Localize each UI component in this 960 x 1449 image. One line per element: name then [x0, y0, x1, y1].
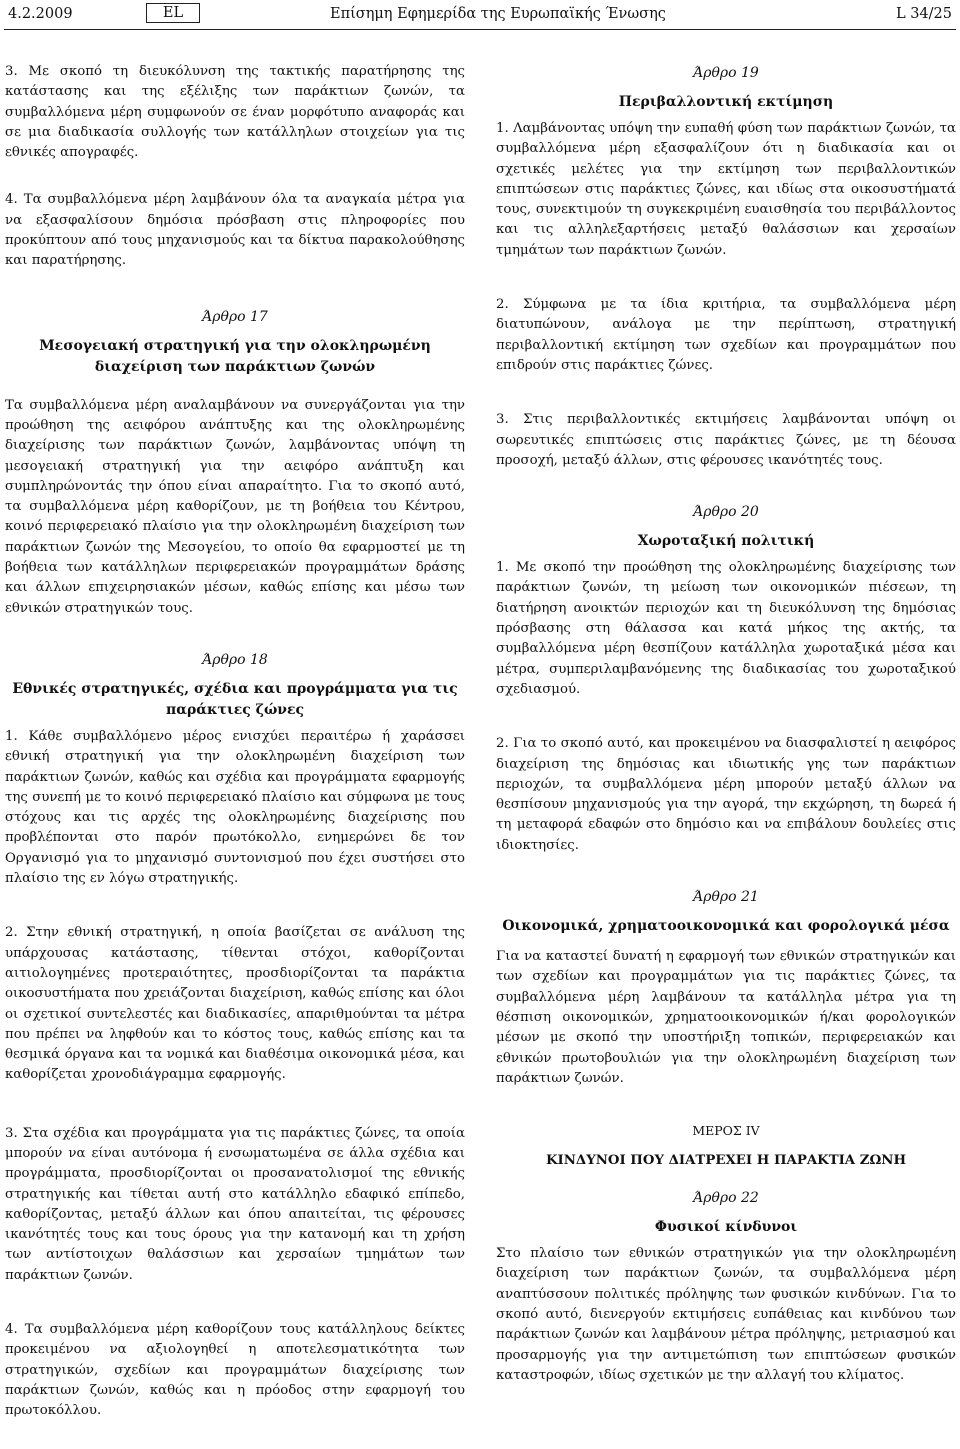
- article-20-paragraph-1: 1. Με σκοπό την προώθηση της ολοκληρωμένης διαχείρισης των παράκτιων ζωνών, τη μείωση των οικονομικών πιέσεων, τη διατήρηση ανοικτών περιοχών και τη διευκόλυνση της δημόσιας πρόσβασης στη θάλασσα και κατά μήκος της ακτής, τα συμβαλλόμενα μέρη θεσπίζουν κατάλληλα χωροταξικά μέσα και μέτρα, συμπεριλαμβανόμενης της διαδικασίας του χωροταξικού σχεδιασμού.: [496, 560, 956, 697]
- article-18-label: Άρθρο 18: [202, 651, 268, 668]
- header-date: 4.2.2009: [8, 6, 73, 22]
- journal-title: Επίσημη Εφημερίδα της Ευρωπαϊκής Ένωσης: [330, 6, 666, 22]
- article-18-paragraph-2: 2. Στην εθνική στρατηγική, η οποία βασίζεται σε ανάλυση της υπάρχουσας κατάστασης, τίθενται στόχοι, καθορίζονται αιτιολογημένες προτεραιότητες, προσδιορίζονται τα παράκτια οικοσυστήματα που χρειάζονται διαχείριση, καθώς επίσης και όλοι οι σχετικοί συντελεστές και διαδικασίες, απαριθμούνται τα μέτρα που πρέπει να ληφθούν και το κόστος τους, καθώς επίσης και τα θεσμικά όργανα και τα νομικά και διαθέσιμα οικονομικά μέσα, και καθορίζεται χρονοδιάγραμμα εφαρμογής.: [5, 925, 465, 1083]
- article-19-paragraph-3: 3. Στις περιβαλλοντικές εκτιμήσεις λαμβάνονται υπόψη οι σωρευτικές επιπτώσεις στις παράκτιες ζώνες, με τη δέουσα προσοχή, μεταξύ άλλων, στις φέρουσες ικανότητές τους.: [496, 412, 956, 468]
- article-22-text: Στο πλαίσιο των εθνικών στρατηγικών για την ολοκληρωμένη διαχείριση των παράκτιων ζωνών, τα συμβαλλόμενα μέρη αναπτύσσουν πολιτικές πρόληψης των φυσικών κινδύνων. Για το σκοπό αυτό, διενεργούν εκτιμήσεις ευπάθειας και κινδύνου των παράκτιων ζωνών και λαμβάνουν μέτρα πρόληψης, μετριασμού και προσαρμογής για την αντιμετώπιση των επιπτώσεων φυσικών καταστροφών, ιδίως σχετικών με την αλλαγή του κλίματος.: [496, 1246, 956, 1383]
- part-4-title: ΚΙΝΔΥΝΟΙ ΠΟΥ ΔΙΑΤΡΕΧΕΙ Η ΠΑΡΑΚΤΙΑ ΖΩΝΗ: [545, 1153, 907, 1169]
- article-18-paragraph-4: 4. Τα συμβαλλόμενα μέρη καθορίζουν τους κατάλληλους δείκτες προκειμένου να αξιολογηθεί η αποτελεσματικότητα των στρατηγικών, σχεδίων και προγραμμάτων διαχείρισης των παράκτιων ζωνών, καθώς και η πρόοδος στην εφαρμογή του πρωτοκόλλου.: [5, 1322, 465, 1419]
- article-20-label: Άρθρο 20: [693, 504, 759, 521]
- article-19-label: Άρθρο 19: [693, 65, 759, 81]
- article-19-paragraph-1: 1. Λαμβάνοντας υπόψη την ευπαθή φύση των παράκτιων ζωνών, τα συμβαλλόμενα μέρη εξασφαλίζουν ότι η διαδικασία και οι σχετικές μελέτες για την εκτίμηση των περιβαλλοντικών επιπτώσεων στις παράκτιες ζώνες, και ιδίως στα οικοσυστήματά τους, συνεκτιμούν τη συγκεκριμένη ευαισθησία του περιβάλλοντος και τις αλληλεξαρτήσεις μεταξύ θαλάσσιων και χερσαίων τμημάτων των παράκτιων ζωνών.: [496, 121, 956, 258]
- right-column: [496, 62, 956, 1413]
- article-17-title: Μεσογειακή στρατηγική για την ολοκληρωμένη διαχείριση των παράκτιων ζωνών: [39, 337, 431, 375]
- header-rule: [4, 29, 956, 30]
- article-21-text: Για να καταστεί δυνατή η εφαρμογή των εθνικών στρατηγικών και των σχεδίων και προγραμμάτων για τις παράκτιες ζώνες, τα συμβαλλόμενα μέρη λαμβάνουν τα κατάλληλα μέτρα για τη θέσπιση οικονομικών, χρηματοοικονομικών ή/και φορολογικών μέσων με σκοπό την υποστήριξη τοπικών, περιφερειακών και εθνικών πρωτοβουλιών για την ολοκληρωμένη διαχείριση των παράκτιων ζωνών.: [496, 949, 956, 1086]
- article-17-text: Τα συμβαλλόμενα μέρη αναλαμβάνουν να συνεργάζονται για την προώθηση της αειφόρου ανάπτυξης και της ολοκληρωμένης διαχείρισης των παράκτιων ζωνών, λαμβάνοντας υπόψη τη μεσογειακή στρατηγική για την αειφόρο ανάπτυξη και συμπληρώνοντάς την όπου είναι απαραίτητο. Για το σκοπό αυτό, τα συμβαλλόμενα μέρη καθορίζουν, με τη βοήθεια του Κέντρου, κοινό περιφερειακό πλαίσιο για την ολοκληρωμένη διαχείριση των παράκτιων ζωνών της Μεσογείου, το οποίο θα εφαρμοστεί με τη βοήθεια των κατάλληλων περιφερειακών προγραμμάτων δράσης και άλλων επιχειρησιακών μέσων, καθώς επίσης και μέσω των εθνικών στρατηγικών τους.: [5, 397, 465, 616]
- article-21-label: Άρθρο 21: [693, 889, 759, 906]
- article-18-paragraph-3: 3. Στα σχέδια και προγράμματα για τις παράκτιες ζώνες, τα οποία μπορούν να είναι αυτόνομα ή ενσωματωμένα σε άλλα σχέδια και προγράμματα, προσδιορίζονται οι προσανατολισμοί της εθνικής στρατηγικής και τίθεται αυτή στο κατάλληλο εδαφικό επίπεδο, καθορίζοντας, μεταξύ άλλων και όπου απαιτείται, τις φέρουσες ικανότητές τους και τους όρους για την κατανομή και τη χρήση των αντίστοιχων θαλάσσιων και χερσαίων τμημάτων των παράκτιων ζωνών.: [5, 1125, 465, 1283]
- article-20-title: Χωροταξική πολιτική: [637, 533, 815, 550]
- article-19-title: Περιβαλλοντική εκτίμηση: [618, 94, 834, 110]
- article-22-label: Άρθρο 22: [693, 1190, 759, 1207]
- article-22-title: Φυσικοί κίνδυνοι: [654, 1219, 798, 1236]
- article-18-paragraph-1: 1. Κάθε συμβαλλόμενο μέρος ενισχύει περαιτέρω ή χαράσσει εθνική στρατηγική για την ολοκληρωμένη διαχείριση των παράκτιων ζωνών, καθώς και σχέδια και προγράμματα εφαρμογής της συνεπή με το κοινό περιφερειακό πλαίσιο και σύμφωνα με τους στόχους και τις αρχές της ολοκληρωμένης διαχείρισης που προβλέπονται στο παρόν πρωτόκολλο, ενημερώνει δε τον Οργανισμό για το μηχανισμό συντονισμού που έχει συστήσει στο πλαίσιο της εν λόγω στρατηγικής.: [5, 728, 465, 887]
- left-column: [5, 62, 465, 1449]
- paragraph-4: 4. Τα συμβαλλόμενα μέρη λαμβάνουν όλα τα αναγκαία μέτρα για να εξασφαλίσουν δημόσια πρόσβαση στις πληροφορίες που προκύπτουν από τους μηχανισμούς και τα δίκτυα παρακολούθησης και παρατήρησης.: [5, 192, 465, 269]
- page-header: [8, 4, 952, 26]
- article-21-title: Οικονομικά, χρηματοοικονομικά και φορολογικά μέσα: [502, 918, 950, 935]
- article-19-paragraph-2: 2. Σύμφωνα με τα ίδια κριτήρια, τα συμβαλλόμενα μέρη διατυπώνουν, ανάλογα με την περίπτωση, στρατηγική περιβαλλοντική εκτίμηση των σχεδίων και προγραμμάτων που επιδρούν στις παράκτιες ζώνες.: [496, 297, 956, 373]
- part-4-label: ΜΕΡΟΣ IV: [692, 1123, 760, 1139]
- page-reference: L 34/25: [895, 6, 952, 22]
- paragraph-3: 3. Με σκοπό τη διευκόλυνση της τακτικής παρατήρησης της κατάστασης και της εξέλιξης των παράκτιων ζωνών, τα συμβαλλόμενα μέρη συμφωνούν σε έναν μορφότυπο αναφοράς και σε μια διαδικασία συλλογής των κατάλληλων στοιχείων για τις εθνικές απογραφές.: [5, 64, 465, 161]
- article-18-title: Εθνικές στρατηγικές, σχέδια και προγράμματα για τις παράκτιες ζώνες: [12, 680, 458, 718]
- article-17-label: Άρθρο 17: [202, 308, 268, 325]
- article-20-paragraph-2: 2. Για το σκοπό αυτό, και προκειμένου να διασφαλιστεί η αειφόρος διαχείριση της δημόσιας και ιδιωτικής γης των παράκτιων περιοχών, τα συμβαλλόμενα μέρη μπορούν μεταξύ άλλων να θεσπίσουν μηχανισμούς για την αγορά, την εκχώρηση, τη δωρεά ή τη μεταφορά εδαφών στο δημόσιο και να επιβάλουν δουλείες στις ιδιοκτησίες.: [496, 736, 956, 853]
- language-code-box: EL: [146, 3, 200, 23]
